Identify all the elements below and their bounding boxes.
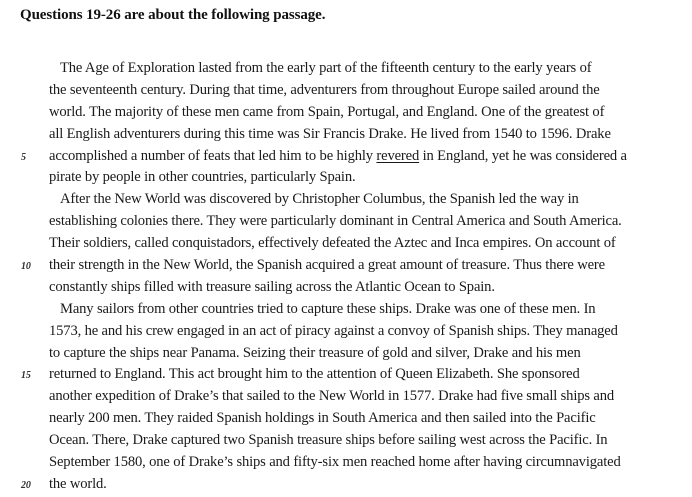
passage-line: [0, 233, 692, 255]
line-text: all English adventurers during this time was Sir Francis Drake. He lived from 1540 to 1596. Drake: [49, 125, 611, 142]
line-number: 5: [21, 151, 26, 163]
line-text: to capture the ships near Panama. Seizing their treasure of gold and silver, Drake and his men: [49, 344, 581, 361]
passage-line: [0, 321, 692, 343]
line-number: 15: [21, 370, 31, 382]
reading-passage: [0, 58, 692, 496]
line-text: September 1580, one of Drake’s ships and fifty-six men reached home after having circumnavigated: [49, 454, 621, 471]
line-text: returned to England. This act brought him to the attention of Queen Elizabeth. She sponsored: [49, 366, 580, 383]
line-text: The Age of Exploration lasted from the early part of the fifteenth century to the early years of: [60, 60, 592, 76]
passage-line: [0, 124, 692, 146]
line-text: After the New World was discovered by Christopher Columbus, the Spanish led the way in: [60, 191, 579, 208]
passage-line: [0, 102, 692, 124]
line-text: constantly ships filled with treasure sailing across the Atlantic Ocean to Spain.: [49, 278, 495, 295]
line-text: [49, 146, 627, 168]
line-text: the seventeenth century. During that time, adventurers from throughout Europe sailed around the: [49, 81, 600, 98]
passage-line: [0, 299, 692, 321]
passage-line: [0, 80, 692, 102]
passage-line: [0, 255, 692, 277]
passage-line: [0, 386, 692, 408]
passage-line: [0, 452, 692, 474]
line-number: 10: [21, 261, 31, 273]
line-text: nearly 200 men. They raided Spanish holdings in South America and then sailed into the Pacific: [49, 410, 596, 427]
passage-line: [0, 146, 692, 168]
vocabulary-word: revered: [376, 147, 420, 164]
passage-line: [0, 167, 692, 189]
passage-line: [0, 408, 692, 430]
line-text: Many sailors from other countries tried to capture these ships. Drake was one of these men. In: [60, 300, 596, 317]
line-text: pirate by people in other countries, particularly Spain.: [49, 169, 356, 186]
line-text: Their soldiers, called conquistadors, effectively defeated the Aztec and Inca empires. On account of: [49, 235, 616, 252]
line-text: the world.: [49, 475, 107, 492]
line-text-segment: accomplished a number of feats that led him to be highly: [49, 147, 377, 164]
passage-line: [0, 474, 692, 496]
passage-line: [0, 343, 692, 365]
passage-line: [0, 277, 692, 299]
passage-line: [0, 58, 692, 80]
line-text: their strength in the New World, the Spanish acquired a great amount of treasure. Thus there were: [49, 257, 605, 274]
line-text: establishing colonies there. They were particularly dominant in Central America and South America.: [49, 213, 622, 230]
line-number: 20: [21, 479, 31, 491]
line-text: world. The majority of these men came from Spain, Portugal, and England. One of the greatest of: [49, 103, 605, 120]
line-text: another expedition of Drake’s that sailed to the New World in 1577. Drake had five small ships and: [49, 388, 615, 405]
line-text-segment: in England, yet he was considered a: [419, 147, 627, 164]
passage-line: [0, 211, 692, 233]
line-text: Ocean. There, Drake captured two Spanish treasure ships before sailing west across the Pacific. In: [49, 432, 608, 449]
passage-line: [0, 364, 692, 386]
questions-heading: Questions 19-26 are about the following passage.: [20, 7, 326, 23]
passage-line: [0, 189, 692, 211]
line-text: 1573, he and his crew engaged in an act of piracy against a convoy of Spanish ships. They managed: [49, 322, 618, 339]
passage-line: [0, 430, 692, 452]
